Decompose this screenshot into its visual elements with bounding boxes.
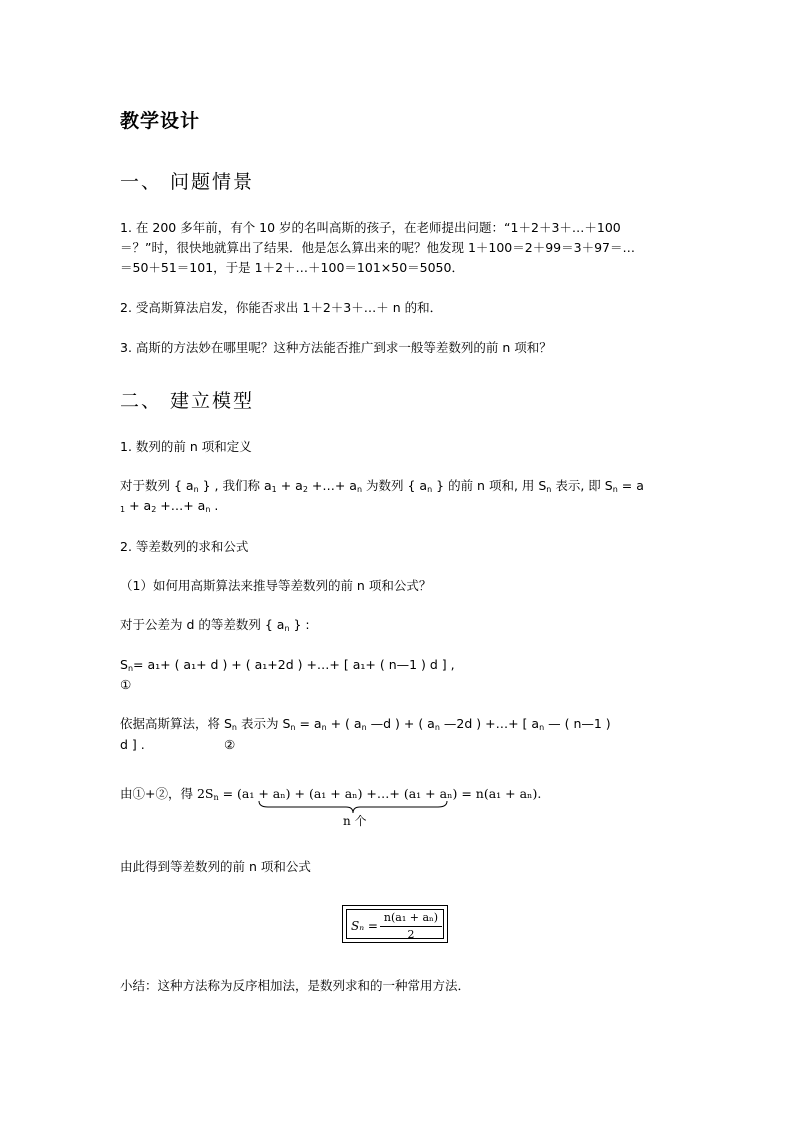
definition-line-1: 对于数列 { $a_n$ } , 我们称 $a_1 + a_2$ +…+ $a_n$ 为数列 { $a_n$ } 的前 n 项和, 用 $S_n$ 表示, 即 $S_n = a$ — [120, 478, 644, 494]
n-terms-label: n 个 — [343, 814, 367, 828]
problem-item-3: 3. 高斯的方法妙在哪里呢？这种方法能否推广到求一般等差数列的前 n 项和？ — [120, 340, 552, 355]
sum-formula-box — [342, 905, 448, 943]
section-heading-model: 二、 建立模型 — [120, 390, 255, 412]
formula-lhs: Sₙ = — [351, 919, 378, 933]
gauss-line-1: 依据高斯算法，将 $S_n$ 表示为 $S_n = a_n$ + ( $a_n$ —d ) + ( $a_n$ —2d ) +…+ [ $a_n$ — ( n—1 ) — [120, 716, 611, 732]
sum-equation: 由①+②，得 $2S_n = (a_1 + a_n) + (a_1 + a_n)$ +…+ (a₁ + aₙ) = n(a₁ + aₙ). — [120, 786, 542, 802]
problem-item-1-line-1: 1. 在 200 多年前，有个 10 岁的名叫高斯的孩子，在老师提出问题：“1＋2＋3＋…＋100 — [120, 220, 621, 235]
result-intro: 由此得到等差数列的前 n 项和公式 — [120, 859, 311, 874]
formula-numerator: n(a₁ + aₙ) — [383, 911, 439, 924]
equation-1-marker: ① — [120, 677, 132, 692]
sum-formula-inner — [346, 909, 444, 939]
formula-fraction-bar — [380, 926, 442, 927]
subheading-definition: 1. 数列的前 n 项和定义 — [120, 439, 252, 454]
equation-2-marker: ② — [224, 737, 236, 752]
question-derive: （1）如何用高斯算法来推导等差数列的前 n 项和公式？ — [120, 578, 432, 593]
problem-item-1-line-2: ＝？”时，很快地就算出了结果．他是怎么算出来的呢？他发现 1＋100＝2＋99＝3＋97＝… — [120, 240, 635, 255]
document-title: 教学设计 — [120, 110, 201, 132]
definition-line-2: $_1 + a_2$ +…+ $a_n$ . — [120, 498, 219, 514]
subheading-sum-formula: 2. 等差数列的求和公式 — [120, 539, 249, 554]
formula-denominator: 2 — [407, 928, 415, 941]
problem-item-2: 2. 受高斯算法启发，你能否求出 1＋2＋3＋…＋ n 的和． — [120, 300, 443, 315]
section-heading-problem: 一、 问题情景 — [120, 171, 255, 193]
gauss-line-2: d ] . — [120, 737, 145, 752]
problem-item-1-line-3: ＝50＋51＝101，于是 1＋2＋…＋100＝101×50＝5050． — [120, 260, 464, 275]
summary: 小结：这种方法称为反序相加法，是数列求和的一种常用方法． — [120, 978, 471, 993]
equation-1: $S_n= a_1+$ ( a₁+ d ) + ( a₁+2d ) +…+ [ a₁+ ( n—1 ) d ] , — [120, 657, 455, 673]
common-difference-line: 对于公差为 d 的等差数列 { $a_n$ } : — [120, 617, 310, 633]
